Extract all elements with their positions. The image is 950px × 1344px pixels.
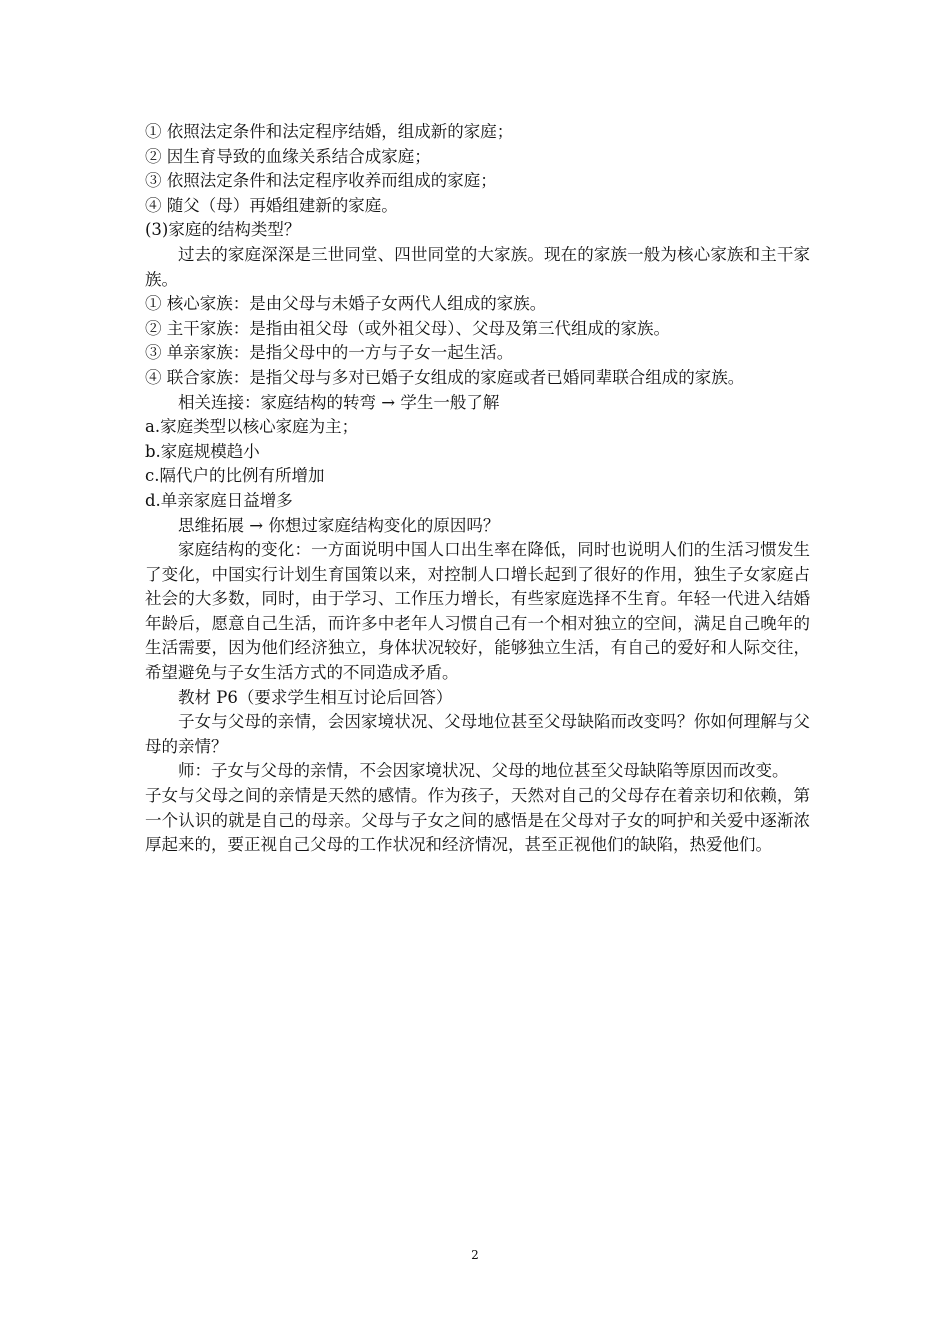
list-item: ④ 联合家族：是指父母与多对已婚子女组成的家庭或者已婚同辈联合组成的家族。: [145, 367, 745, 387]
change-paragraph: 家庭结构的变化：一方面说明中国人口出生率在降低，同时也说明人们的生活习惯发生了变化，中国实行计划生育国策以来，对控制人口增长起到了很好的作用，独生子女家庭占社会的大多数，同时，由于学习、工作压力增长，有些家庭选择不生育。年轻一代进入结婚年龄后，愿意自己生活，而许多中老年人习惯自己有一个相对独立的空间，满足自己晚年的生活需要，因为他们经济独立，身体状况较好，能够独立生活，有自己的爱好和人际交往，希望避免与子女生活方式的不同造成矛盾。: [145, 540, 810, 683]
list-item: ④ 随父（母）再婚组建新的家庭。: [145, 195, 398, 215]
question-paragraph: 子女与父母的亲情，会因家境状况、父母地位甚至父母缺陷而改变吗？你如何理解与父母的亲情？: [145, 712, 810, 756]
list-item: c.隔代户的比例有所增加: [145, 466, 325, 486]
document-body: [145, 120, 810, 858]
list-item: ① 核心家族：是由父母与未婚子女两代人组成的家族。: [145, 294, 547, 314]
section-heading: (3)家庭的结构类型？: [145, 220, 301, 240]
related-link: 相关连接：家庭结构的转弯 → 学生一般了解: [178, 392, 500, 412]
conclusion-paragraph: 子女与父母之间的亲情是天然的感情。作为孩子，天然对自己的父母存在着亲切和依赖，第一个认识的就是自己的母亲。父母与子女之间的感悟是在父母对子女的呵护和关爱中逐渐浓厚起来的，要正视自己父母的工作状况和经济情况，甚至正视他们的缺陷，热爱他们。: [145, 786, 810, 855]
page-number: 2: [471, 1248, 479, 1262]
list-item: ③ 单亲家族：是指父母中的一方与子女一起生活。: [145, 343, 514, 363]
list-item: a.家庭类型以核心家庭为主；: [145, 417, 359, 437]
list-item: b.家庭规模趋小: [145, 441, 260, 461]
thinking-extension: 思维拓展 → 你想过家庭结构变化的原因吗？: [178, 515, 500, 535]
textbook-reference: 教材 P6（要求学生相互讨论后回答）: [178, 687, 453, 707]
list-item: ② 主干家族：是指由祖父母（或外祖父母）、父母及第三代组成的家族。: [145, 318, 670, 338]
structure-intro: 过去的家庭深深是三世同堂、四世同堂的大家族。现在的家族一般为核心家族和主干家族。: [145, 244, 810, 289]
list-item: d.单亲家庭日益增多: [145, 490, 293, 510]
list-item: ① 依照法定条件和法定程序结婚，组成新的家庭；: [145, 122, 514, 141]
list-item: ③ 依照法定条件和法定程序收养而组成的家庭；: [145, 171, 497, 191]
list-item: ② 因生育导致的血缘关系结合成家庭；: [145, 146, 431, 166]
teacher-answer: 师：子女与父母的亲情，不会因家境状况、父母的地位甚至父母缺陷等原因而改变。: [178, 761, 789, 781]
